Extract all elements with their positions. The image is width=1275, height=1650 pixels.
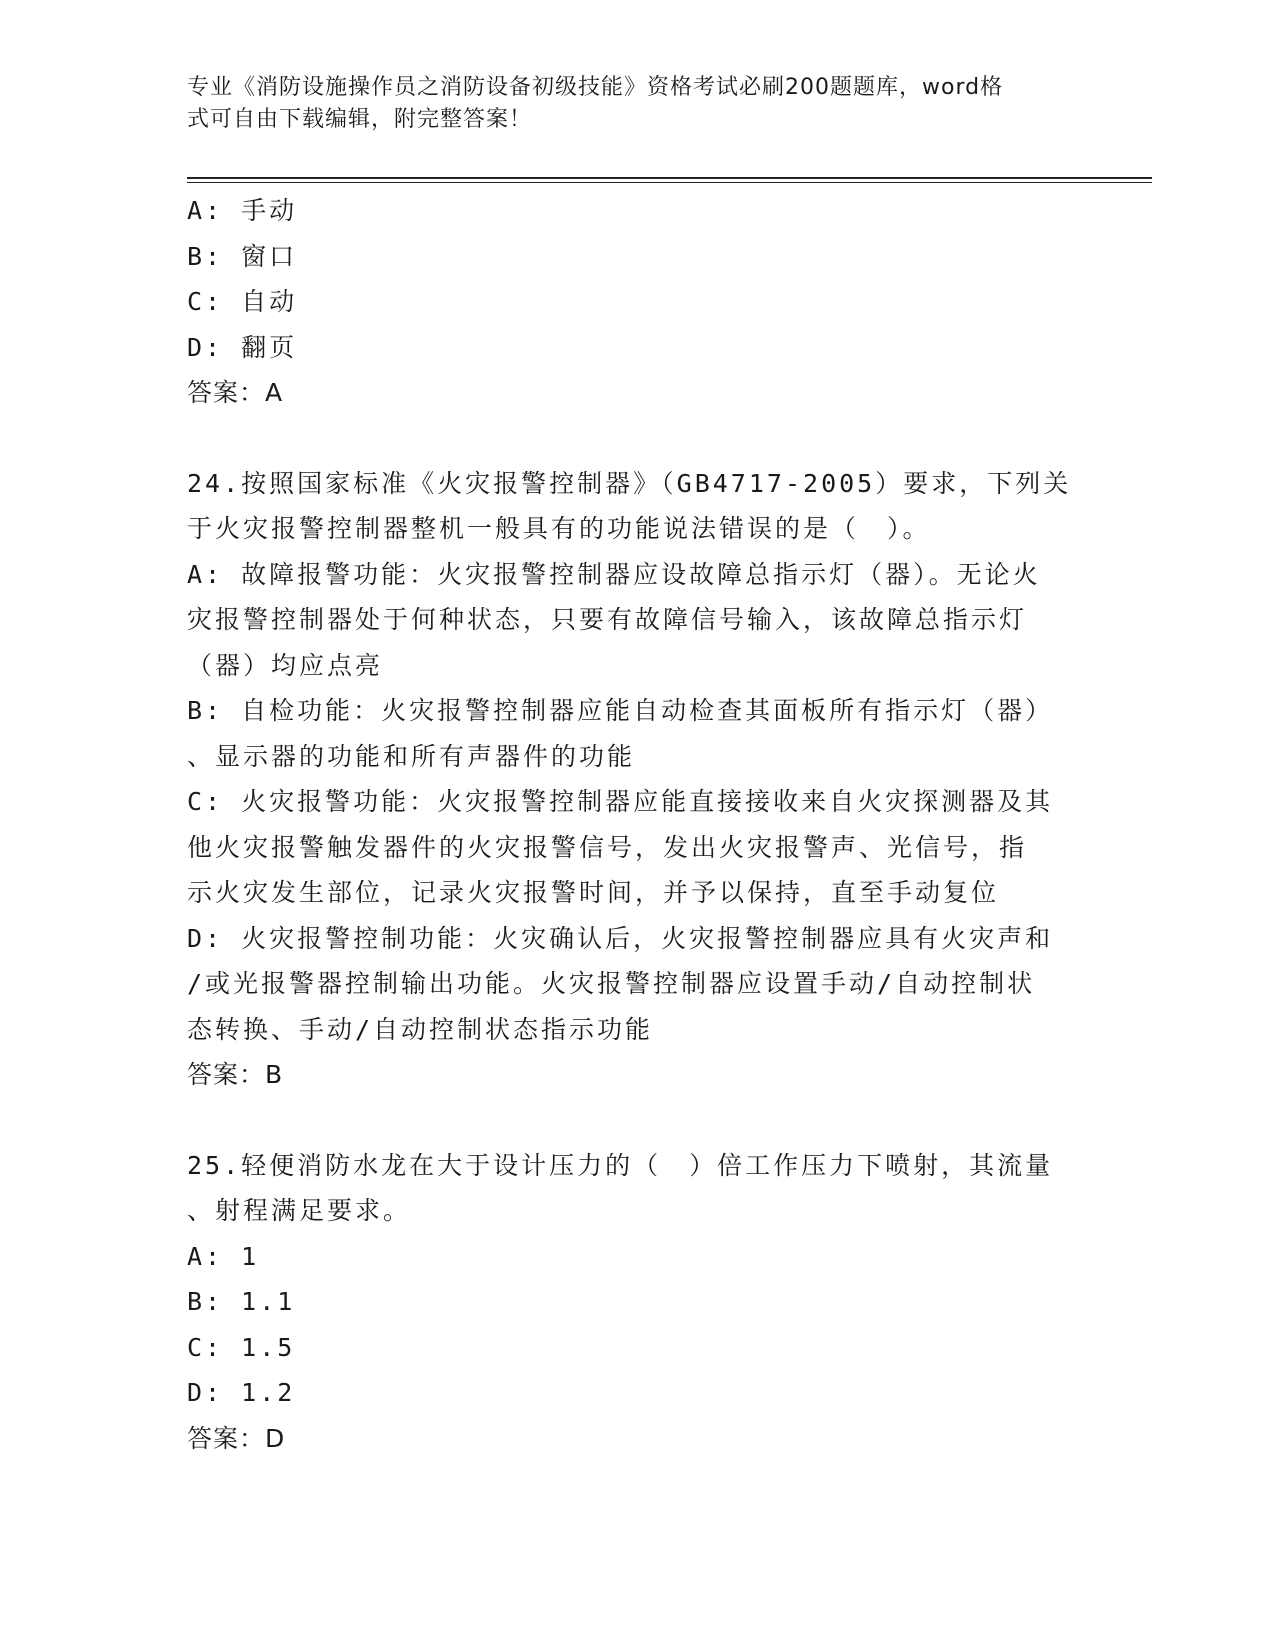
q24-option-d-line-2: /或光报警器控制输出功能。火灾报警控制器应设置手动/自动控制状	[187, 969, 1036, 998]
q25-stem-line-2: 、射程满足要求。	[187, 1196, 412, 1225]
q24-option-a-line-1: A: 故障报警功能：火灾报警控制器应设故障总指示灯（器）。无论火	[187, 559, 1041, 589]
header-line-1: 专业《消防设施操作员之消防设备初级技能》资格考试必刷200题题库，word格	[187, 75, 1004, 100]
q23-option-a: A: 手动	[187, 196, 298, 225]
q24-option-a-line-3: （器）均应点亮	[187, 650, 384, 680]
q25-option-d: D: 1.2	[187, 1378, 296, 1407]
q24-option-d-line-3: 态转换、手动/自动控制状态指示功能	[187, 1014, 654, 1044]
q24-option-c-line-1: C: 火灾报警功能：火灾报警控制器应能直接接收来自火灾探测器及其	[187, 787, 1054, 816]
q24-option-c-line-2: 他火灾报警触发器件的火灾报警信号，发出火灾报警声、光信号，指	[187, 832, 1028, 862]
q24-stem-line-1: 24.按照国家标准《火灾报警控制器》（GB4717-2005）要求，下列关	[187, 468, 1072, 498]
spacer	[187, 1098, 1077, 1143]
spacer	[187, 416, 1077, 461]
q25-stem-line-1: 25.轻便消防水龙在大于设计压力的（ ）倍工作压力下喷射，其流量	[187, 1150, 1054, 1180]
q25-option-a: A: 1	[187, 1241, 260, 1271]
q23-option-b: B: 窗口	[187, 241, 298, 271]
q24-option-b-line-1: B: 自检功能：火灾报警控制器应能自动检查其面板所有指示灯（器）	[187, 696, 1054, 725]
q24-option-d-line-1: D: 火灾报警控制功能：火灾确认后，火灾报警控制器应具有火灾声和	[187, 923, 1054, 953]
q25-answer: 答案：D	[187, 1423, 286, 1453]
header-rule-thick	[187, 177, 1152, 179]
q25-option-b: B: 1.1	[187, 1287, 296, 1316]
header-line-2: 式可自由下载编辑，附完整答案！	[187, 107, 533, 132]
q23-option-c: C: 自动	[187, 287, 298, 316]
question-24	[187, 461, 1077, 1098]
q24-stem-line-2: 于火灾报警控制器整机一般具有的功能说法错误的是（ ）。	[187, 514, 931, 543]
question-23-continuation	[187, 188, 1077, 416]
question-25	[187, 1143, 1077, 1462]
document-header	[187, 72, 1067, 136]
q23-answer: 答案：A	[187, 378, 284, 407]
header-rule-thin	[187, 182, 1152, 183]
q25-option-c: C: 1.5	[187, 1332, 296, 1362]
q24-option-a-line-2: 灾报警控制器处于何种状态，只要有故障信号输入，该故障总指示灯	[187, 605, 1028, 634]
q24-option-b-line-2: 、显示器的功能和所有声器件的功能	[187, 741, 636, 771]
q24-option-c-line-3: 示火灾发生部位，记录火灾报警时间，并予以保持，直至手动复位	[187, 878, 1000, 907]
document-body	[187, 188, 1077, 1461]
q23-option-d: D: 翻页	[187, 332, 298, 362]
q24-answer: 答案：B	[187, 1060, 284, 1089]
